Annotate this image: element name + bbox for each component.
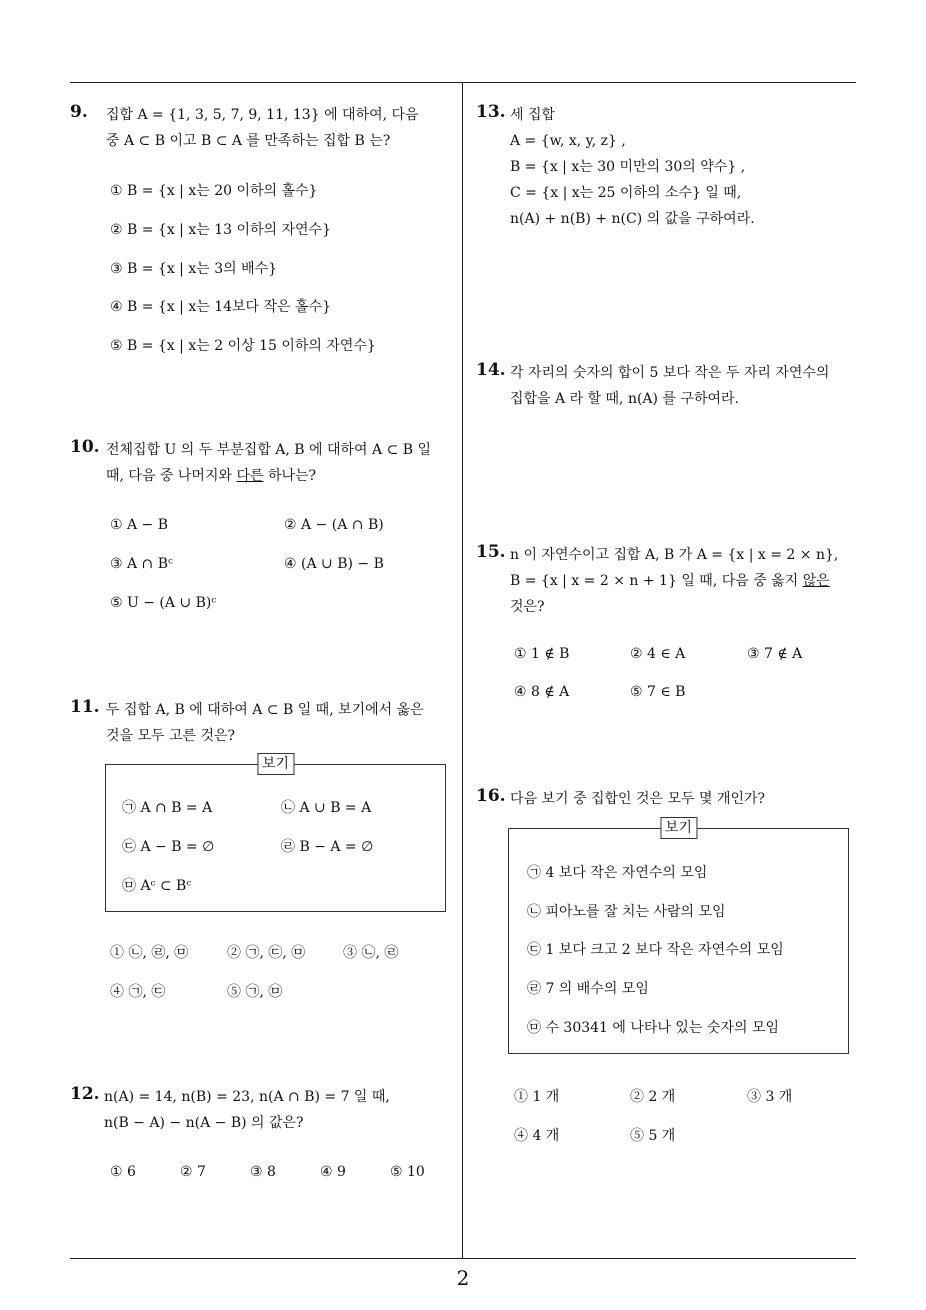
question-text: 전체집합 U 의 두 부분집합 A, B 에 대하여 A ⊂ B 일 때, 다음 중 나머지와 다른 하나는?: [106, 442, 432, 484]
question-number: 10.: [70, 437, 100, 457]
bottom-rule: [70, 1258, 856, 1259]
question-text: 두 집합 A, B 에 대하여 A ⊂ B 일 때, 보기에서 옳은 것을 모두 고른 것은?: [106, 702, 424, 744]
option-3[interactable]: ③ 3 개: [747, 1089, 793, 1105]
option-1[interactable]: ① 1 개: [514, 1089, 560, 1105]
option-3[interactable]: ③ A ∩ Bᶜ: [110, 556, 173, 572]
question-number: 14.: [476, 360, 506, 380]
question-text: 다음 보기 중 집합인 것은 모두 몇 개인가?: [510, 791, 766, 807]
question-text: 집합 A = {1, 3, 5, 7, 9, 11, 13} 에 대하여, 다음 중 A ⊂ B 이고 B ⊂ A 를 만족하는 집합 B 는?: [106, 107, 419, 149]
option-4[interactable]: ④ 4 개: [514, 1128, 560, 1144]
option-4[interactable]: ④ (A ∪ B) − B: [284, 556, 384, 572]
option-5[interactable]: ⑤ U − (A ∪ B)ᶜ: [110, 595, 217, 611]
question-number: 15.: [476, 542, 506, 562]
question-9: [70, 102, 460, 362]
option-4[interactable]: ④ 9: [320, 1164, 346, 1180]
option-2[interactable]: ② 2 개: [630, 1089, 676, 1105]
option-1[interactable]: ① ㉡, ㉣, ㉤: [110, 945, 189, 961]
example-box-label: 보기: [257, 753, 294, 775]
option-3[interactable]: ③ B = {x | x는 3의 배수}: [110, 261, 278, 277]
question-number: 16.: [476, 786, 506, 806]
option-5[interactable]: ⑤ 10: [390, 1164, 425, 1180]
box-item-5: ㉤ 수 30341 에 나타나 있는 숫자의 모임: [527, 1020, 779, 1036]
page-number: 2: [456, 1266, 470, 1290]
box-item-3: ㉢ 1 보다 크고 2 보다 작은 자연수의 모임: [527, 942, 784, 958]
box-item-4: ㉣ B − A = ∅: [281, 839, 374, 855]
box-item-4: ㉣ 7 의 배수의 모임: [527, 981, 649, 997]
option-3[interactable]: ③ ㉡, ㉣: [343, 945, 399, 961]
question-text: n 이 자연수이고 집합 A, B 가 A = {x | x = 2 × n}, B = {x | x = 2 × n + 1} 일 때, 다음 중 옳지 않은 것은?: [510, 547, 839, 615]
question-13: [476, 102, 856, 242]
column-divider: [462, 82, 463, 1258]
example-box: [508, 820, 849, 1054]
question-12: [70, 1084, 460, 1194]
box-item-2: ㉡ A ∪ B = A: [281, 800, 372, 816]
option-2[interactable]: ② ㉠, ㉢, ㉤: [227, 945, 306, 961]
box-item-5: ㉤ Aᶜ ⊂ Bᶜ: [122, 878, 192, 894]
option-2[interactable]: ② A − (A ∩ B): [284, 517, 384, 533]
question-number: 13.: [476, 102, 506, 122]
question-number: 12.: [70, 1084, 100, 1104]
option-2[interactable]: ② B = {x | x는 13 이하의 자연수}: [110, 222, 331, 238]
option-1[interactable]: ① 6: [110, 1164, 136, 1180]
emphasis-underline: 다른: [236, 468, 264, 484]
option-5[interactable]: ⑤ 5 개: [630, 1128, 676, 1144]
question-text: n(A) = 14, n(B) = 23, n(A ∩ B) = 7 일 때, n(B − A) − n(A − B) 의 값은?: [104, 1089, 390, 1131]
top-rule: [70, 82, 856, 83]
question-text: 세 집합 A = {w, x, y, z} , B = {x | x는 30 미만의 30의 약수} , C = {x | x는 25 이하의 소수} 일 때, n(A) + n(B) + n(C) 의 값을 구하여라.: [510, 107, 755, 227]
example-box: [105, 756, 446, 912]
option-1[interactable]: ① 1 ∉ B: [514, 646, 570, 662]
box-item-1: ㉠ A ∩ B = A: [122, 800, 213, 816]
box-item-2: ㉡ 피아노를 잘 치는 사람의 모임: [527, 904, 726, 920]
question-text: 각 자리의 숫자의 합이 5 보다 작은 두 자리 자연수의 집합을 A 라 할 때, n(A) 를 구하여라.: [510, 365, 830, 407]
question-number: 9.: [70, 102, 88, 122]
question-11: [70, 697, 460, 1007]
example-box-label: 보기: [660, 817, 697, 839]
option-5[interactable]: ⑤ 7 ∈ B: [630, 684, 686, 700]
option-5[interactable]: ⑤ B = {x | x는 2 이상 15 이하의 자연수}: [110, 338, 376, 354]
option-4[interactable]: ④ B = {x | x는 14보다 작은 홀수}: [110, 299, 331, 315]
option-3[interactable]: ③ 7 ∉ A: [747, 646, 803, 662]
question-15: [476, 542, 856, 712]
box-item-3: ㉢ A − B = ∅: [122, 839, 215, 855]
question-10: [70, 437, 460, 617]
question-number: 11.: [70, 697, 100, 717]
box-item-1: ㉠ 4 보다 작은 자연수의 모임: [527, 865, 708, 881]
option-2[interactable]: ② 4 ∈ A: [630, 646, 686, 662]
option-5[interactable]: ⑤ ㉠, ㉤: [227, 984, 283, 1000]
option-1[interactable]: ① B = {x | x는 20 이하의 홀수}: [110, 183, 318, 199]
question-14: [476, 360, 856, 420]
option-3[interactable]: ③ 8: [250, 1164, 276, 1180]
question-16: [476, 786, 856, 1156]
emphasis-underline: 않은: [802, 573, 830, 589]
option-2[interactable]: ② 7: [180, 1164, 206, 1180]
option-4[interactable]: ④ 8 ∉ A: [514, 684, 570, 700]
option-4[interactable]: ④ ㉠, ㉢: [110, 984, 166, 1000]
option-1[interactable]: ① A − B: [110, 517, 169, 533]
